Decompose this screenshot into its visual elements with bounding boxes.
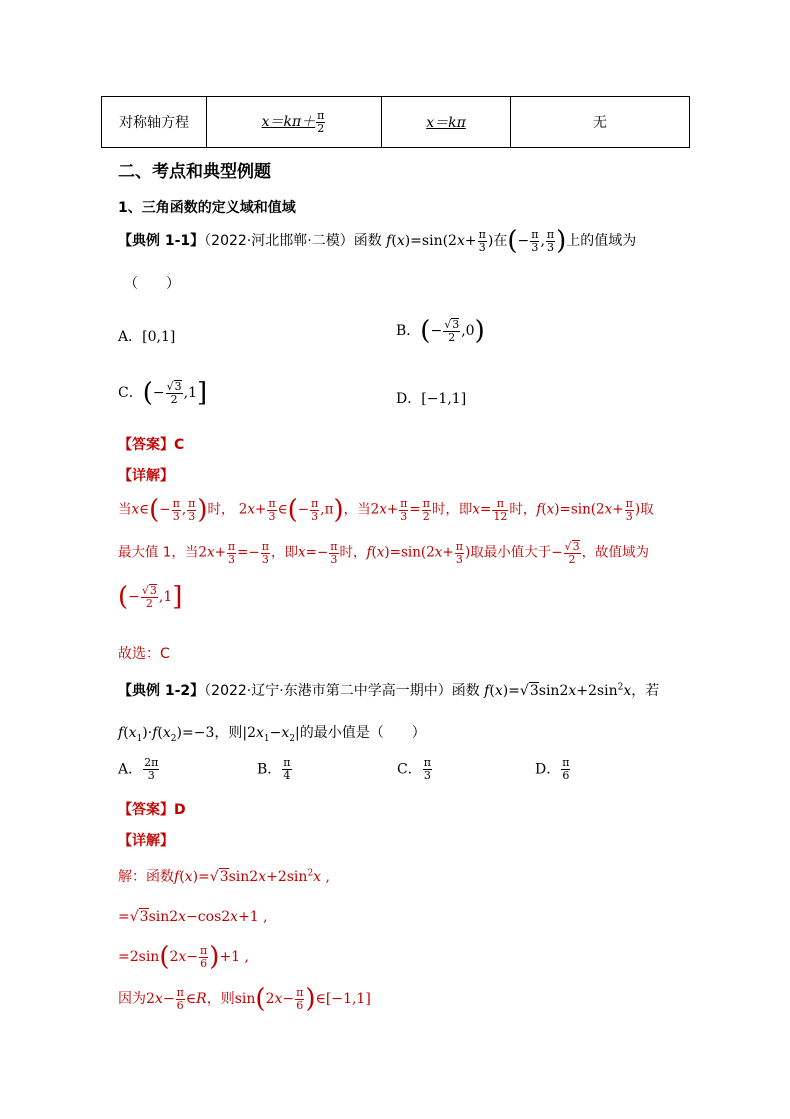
ex2-sol-line2: =√3sin2x−cos2x+1 , [118,909,268,925]
ex2-sol-line1: 解：函数$f(x)=√3\sin 2x+2\sin^2x$ , [118,868,330,885]
section-title: 二、考点和典型例题 [118,162,271,182]
ex2-stem: 【典例 1-2】（2022·辽宁·东港市第二中学高一期中）函数 $f(x)=√3\sin 2x+2\sin^2x$，若 [118,682,660,699]
ex2-option-a: A． $\frac{2\pi}{3}$ [118,756,159,782]
ex1-option-a: A．[0,1] [118,329,176,345]
ex2-option-c: C． $\frac{\pi}{3}$ [397,756,431,782]
ex1-stem: 【典例 1-1】（2022·河北邯郸·二模）函数 f(x)=sin(2x+ $\frac{\pi}{3}$ )在(− $\frac{\pi}{3}$ , $\frac{\pi}{3}$ )上的值域为 [118,226,637,256]
table-cell-tan: 无 [511,97,690,148]
table-cell-sin: x＝kπ＋ $\frac{\pi}{2}$ [207,97,382,148]
ex1-option-b: B．(− $\frac{√3}{2}$ ,0) [396,316,485,346]
ex2-option-b: B． $\frac{\pi}{4}$ [257,756,291,782]
ex1-detail-line1: 当x∈(− $\frac{\pi}{3}$ , $\frac{\pi}{3}$ )时， 2x+ $\frac{\pi}{3}$ ∈(− $\frac{\pi}{3}$ ,π)，当2x+ $\frac{\pi}{3}$ = $\frac{\pi}{2}$ 时，即x= $\frac{\pi}{12}$ 时，f(x)=sin(2x+ $\frac{\pi}{3}$ )取 [118,495,654,525]
table-label-cell: 对称轴方程 [102,97,207,148]
ex2-detail-label: 【详解】 [118,833,174,849]
ex2-option-d: D． $\frac{\pi}{6}$ [535,756,570,782]
table-cell-cos: x＝kπ [382,97,511,148]
ex1-choose: 故选：C [118,646,170,662]
ex2-stem-line2: $f(x_1)\cdot f(x_2)=-3$，则$|2x_1-x_2|$的最小值是（ ） [118,725,426,744]
ex1-blank: （ ） [124,276,180,292]
ex1-detail-label: 【详解】 [118,468,174,484]
ex1-option-c: C．(− $\frac{√3}{2}$ ,1] [118,378,208,408]
symmetry-table [101,96,690,148]
ex2-sol-line3: =2sin(2x− $\frac{\pi}{6}$ )+1 , [118,942,249,972]
ex1-answer: 【答案】C [118,437,185,453]
ex2-answer: 【答案】D [118,802,186,818]
ex1-detail-line2: 最大值 1，当2x+ $\frac{\pi}{3}$ =− $\frac{\pi}{3}$ ，即x=− $\frac{\pi}{3}$ 时，f(x)=sin(2x+ $\frac{\pi}{3}$ )取最小值大于− $\frac{√3}{2}$ ，故值域为 [118,539,650,566]
ex1-detail-line3: (− $\frac{√3}{2}$ ,1] [118,582,183,612]
ex1-option-d: D．[−1,1] [396,391,467,407]
ex2-sol-line4: 因为2x− $\frac{\pi}{6}$ ∈R，则sin(2x− $\frac{\pi}{6}$ )∈[−1,1] [118,984,371,1014]
subsection-title: 1、三角函数的定义域和值域 [118,200,296,216]
